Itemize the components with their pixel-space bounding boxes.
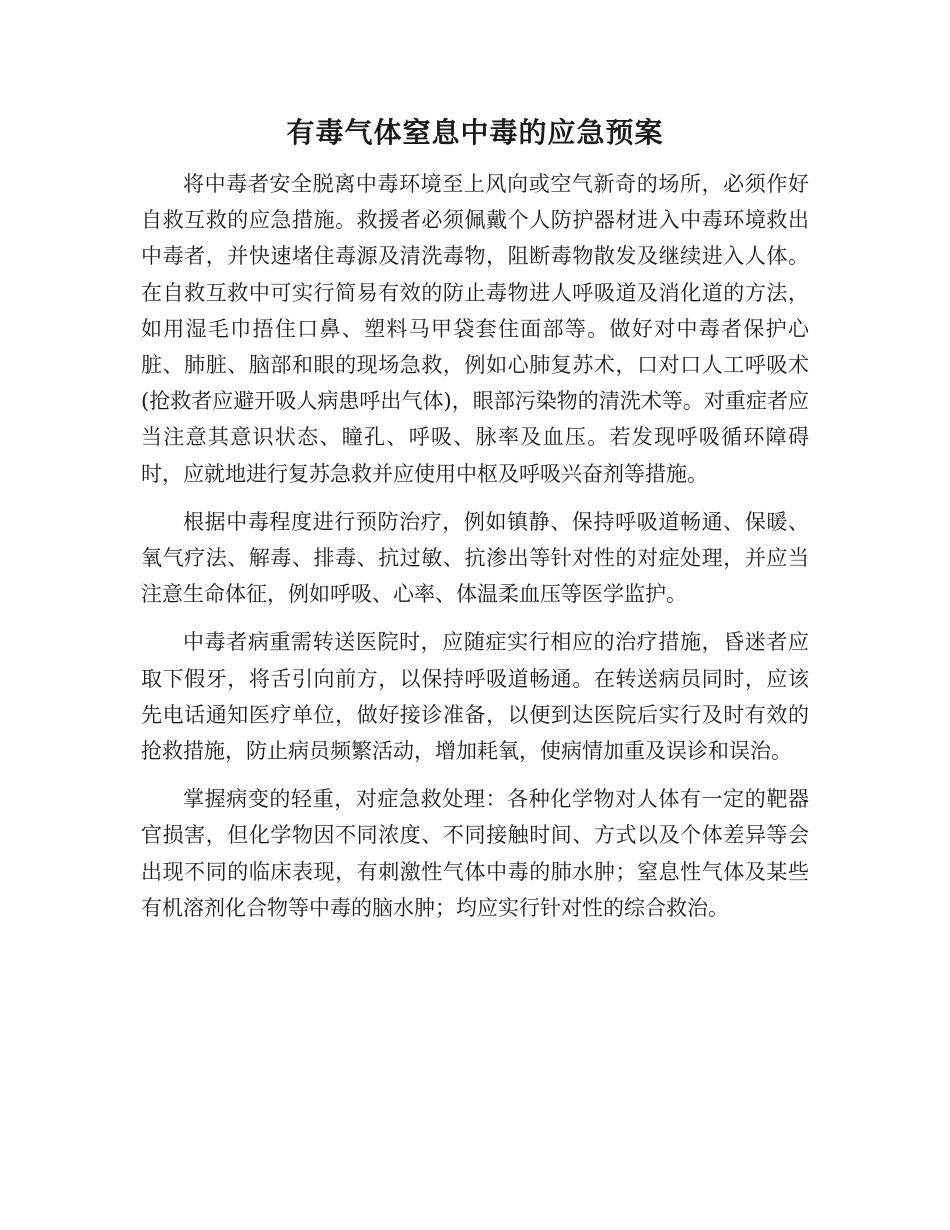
paragraph-preventive-treatment: 根据中毒程度进行预防治疗，例如镇静、保持呼吸道畅通、保暖、氧气疗法、解毒、排毒、抗过敏、抗渗出等针对性的对症处理，并应当注意生命体征，例如呼吸、心率、体温柔血压等医学监护。 xyxy=(141,509,809,607)
paragraph-rescue-and-self-aid: 将中毒者安全脱离中毒环境至上风向或空气新奇的场所，必须作好自救互救的应急措施。救援者必须佩戴个人防护器材进入中毒环境救出中毒者，并快速堵住毒源及清洗毒物，阻断毒物散发及继续进入人体。在自救互救中可实行简易有效的防止毒物进人呼吸道及消化道的方法，如用湿毛巾捂住口鼻、塑料马甲袋套住面部等。做好对中毒者保护心脏、肺脏、脑部和眼的现场急救，例如心肺复苏术，口对口人工呼吸术(抢救者应避开吸人病患呼出气体)，眼部污染物的清洗术等。对重症者应当注意其意识状态、瞳孔、呼吸、脉率及血压。若发现呼吸循环障碍时，应就地进行复苏急救并应使用中枢及呼吸兴奋剂等措施。 xyxy=(141,172,809,486)
paragraph-hospital-transfer: 中毒者病重需转送医院时，应随症实行相应的治疗措施，昏迷者应取下假牙，将舌引向前方，以保持呼吸道畅通。在转送病员同时，应该先电话通知医疗单位，做好接诊准备，以便到达医院后实行及时有效的抢救措施，防止病员频繁活动，增加耗氧，使病情加重及误诊和误治。 xyxy=(141,630,809,764)
paragraph-symptomatic-treatment: 掌握病变的轻重，对症急救处理：各种化学物对人体有一定的靶器官损害，但化学物因不同浓度、不同接触时间、方式以及个体差异等会出现不同的临床表现，有刺激性气体中毒的肺水肿；窒息性气体及某些有机溶剂化合物等中毒的脑水肿；均应实行针对性的综合救治。 xyxy=(141,787,809,920)
document-title: 有毒气体窒息中毒的应急预案 xyxy=(286,116,664,149)
document-body xyxy=(141,166,809,938)
